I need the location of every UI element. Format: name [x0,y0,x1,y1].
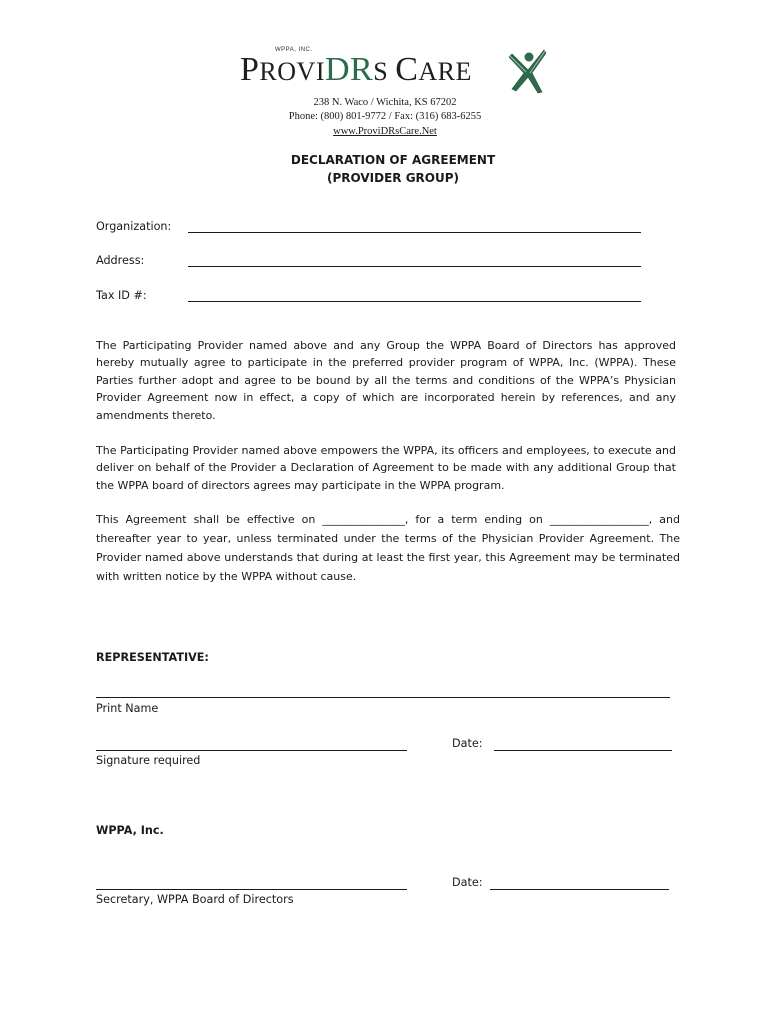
letterhead-phone-fax: Phone: (800) 801-9772 / Fax: (316) 683-6255 [288,111,482,122]
wppa-date-field[interactable] [490,889,669,890]
logo-wordmark: PROVIDRS CARE [240,51,472,88]
tax-id-field[interactable] [188,301,641,302]
paragraph-participation: The Participating Provider named above and any Group the WPPA Board of Directors has approved hereby mutually agree to participate in the preferred provider program of WPPA, Inc. (WPPA). These Parties further adopt and agree to be bound by all the terms and conditions of the WPPA’s Physician Provider Agreement now in effect, a copy of which are incorporated herein by references, and any amendments thereto. [96,339,676,422]
website-link[interactable]: www.ProviDRsCare.Net [333,126,437,137]
representative-heading: REPRESENTATIVE: [96,651,209,664]
company-logo [240,44,550,96]
print-name-field[interactable] [96,697,670,698]
address-field[interactable] [188,266,641,267]
signature-field[interactable] [96,750,407,751]
wppa-heading: WPPA, Inc. [96,824,164,837]
secretary-signature-field[interactable] [96,889,407,890]
wppa-date-label: Date: [452,876,483,889]
document-title: DECLARATION OF AGREEMENT [290,153,496,167]
organization-label: Organization: [96,220,172,233]
secretary-label: Secretary, WPPA Board of Directors [96,893,294,906]
signature-label: Signature required [96,754,201,767]
paragraph-empowerment: The Participating Provider named above empowers the WPPA, its officers and employees, to execute and deliver on behalf of the Provider a Declaration of Agreement to be made with any additional Group that the WPPA board of directors agrees may participate in the WPPA program. [96,444,676,492]
document-subtitle: (PROVIDER GROUP) [326,171,460,185]
logo-small-text: WPPA, INC. [275,47,313,53]
person-figure-icon [508,46,548,96]
paragraph-term: This Agreement shall be effective on _______________, for a term ending on __________________, and thereafter year to year, unless terminated under the terms of the Physician Provider Agreement. The Provider named above understands that during at least the first year, this Agreement may be terminated with written notice by the WPPA without cause. [96,513,680,583]
organization-field[interactable] [188,232,641,233]
representative-date-label: Date: [452,737,483,750]
tax-id-label: Tax ID #: [96,289,147,302]
representative-date-field[interactable] [494,750,672,751]
address-label: Address: [96,254,145,267]
letterhead-address: 238 N. Waco / Wichita, KS 67202 [313,97,457,108]
print-name-label: Print Name [96,702,159,715]
